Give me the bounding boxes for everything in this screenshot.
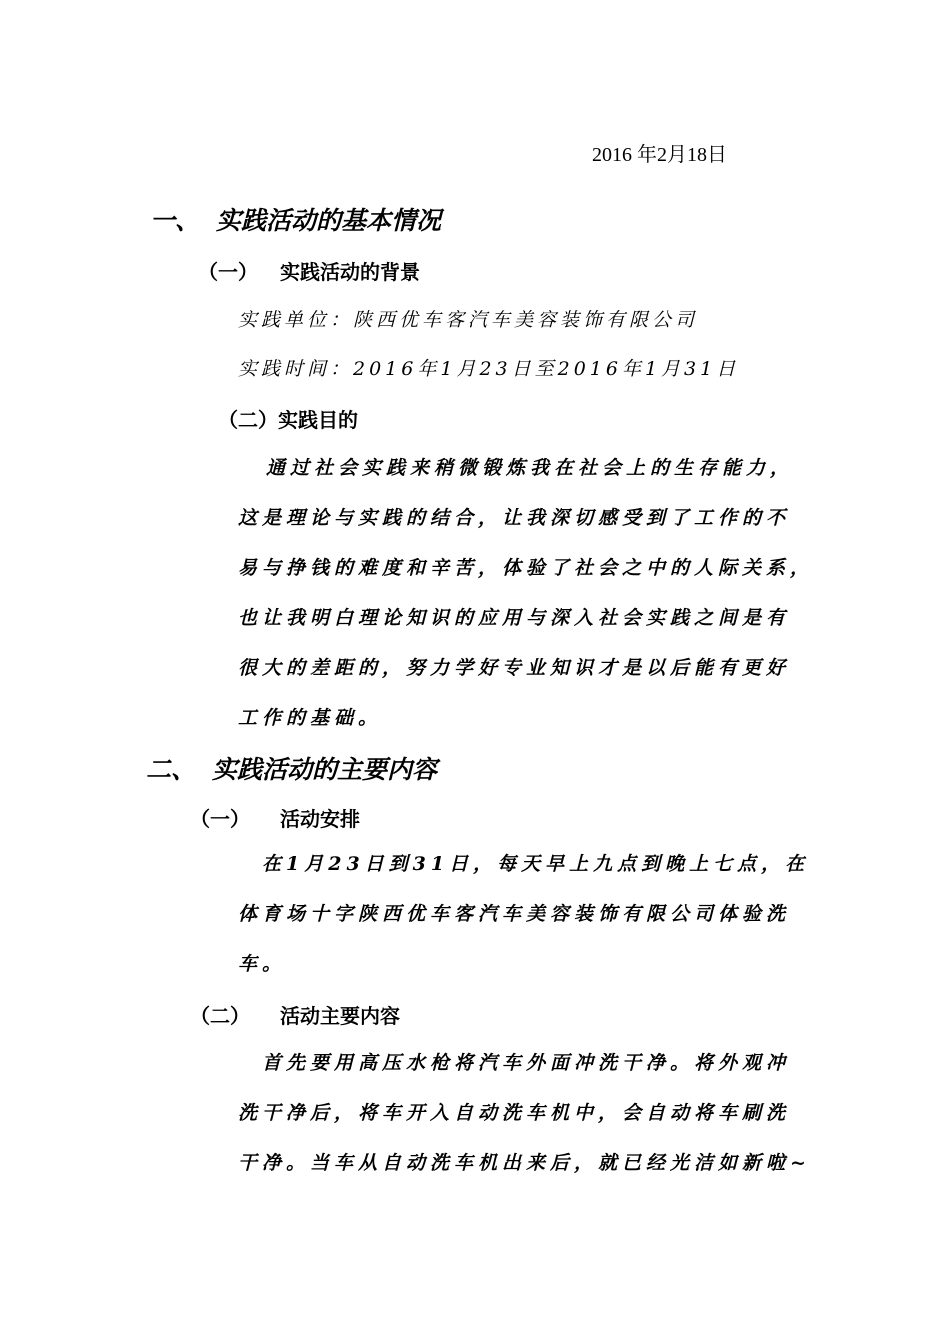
- paragraph-line: 车。: [238, 953, 287, 975]
- practice-time-line: 实践时间：2016年1月23日至2016年1月31日: [238, 358, 740, 380]
- section-2-sub-2-heading: [190, 1000, 400, 1029]
- paragraph-line: 首先要用高压水枪将汽车外面冲洗干净。将外观冲: [262, 1052, 791, 1074]
- paragraph-line: 洗干净后，将车开入自动洗车机中，会自动将车刷洗: [238, 1102, 791, 1124]
- section-1-sub-2-heading: [218, 404, 358, 433]
- section-2-sub-2-title: 活动主要内容: [280, 1004, 400, 1028]
- section-2-sub-1-title: 活动安排: [280, 807, 360, 831]
- section-2-sub-1-number: （一）: [190, 807, 250, 831]
- paragraph-line: 工作的基础。: [238, 707, 383, 729]
- section-1-sub-1-number: （一）: [198, 260, 258, 284]
- section-1-heading: [150, 201, 441, 237]
- section-2-sub-1-heading: [190, 803, 360, 832]
- section-2-title: 实践活动的主要内容: [212, 755, 438, 784]
- activity-schedule-paragraph: [238, 839, 809, 989]
- paragraph-line: 易与挣钱的难度和辛苦，体验了社会之中的人际关系，: [238, 557, 815, 579]
- practice-unit-line: 实践单位：陕西优车客汽车美容装饰有限公司: [238, 309, 699, 331]
- section-1-sub-1-title: 实践活动的背景: [280, 260, 420, 284]
- practice-purpose-paragraph: [238, 443, 814, 743]
- paragraph-line: 这是理论与实践的结合，让我深切感受到了工作的不: [238, 507, 791, 529]
- section-2-number: 二、: [146, 755, 197, 784]
- paragraph-line: 体育场十字陕西优车客汽车美容装饰有限公司体验洗: [238, 903, 791, 925]
- paragraph-line: 很大的差距的，努力学好专业知识才是以后能有更好: [238, 657, 791, 679]
- paragraph-line: 在1月23日到31日，每天早上九点到晚上七点，在: [262, 853, 810, 875]
- paragraph-line: 也让我明白理论知识的应用与深入社会实践之间是有: [238, 607, 791, 629]
- section-1-sub-2-number: （二）: [218, 408, 278, 432]
- paragraph-line: 通过社会实践来稍微锻炼我在社会上的生存能力，: [266, 457, 795, 479]
- document-date: 2016 年2月18日: [592, 144, 727, 166]
- activity-content-paragraph: [238, 1038, 811, 1188]
- section-1-sub-2-title: 实践目的: [278, 408, 358, 432]
- section-1-title: 实践活动的基本情况: [216, 206, 442, 235]
- section-1-number: 一、: [150, 206, 201, 235]
- section-2-heading: [146, 750, 437, 786]
- section-2-sub-2-number: （二）: [190, 1004, 250, 1028]
- section-1-sub-1-heading: [198, 256, 420, 285]
- paragraph-line: 干净。当车从自动洗车机出来后，就已经光洁如新啦~: [238, 1152, 811, 1174]
